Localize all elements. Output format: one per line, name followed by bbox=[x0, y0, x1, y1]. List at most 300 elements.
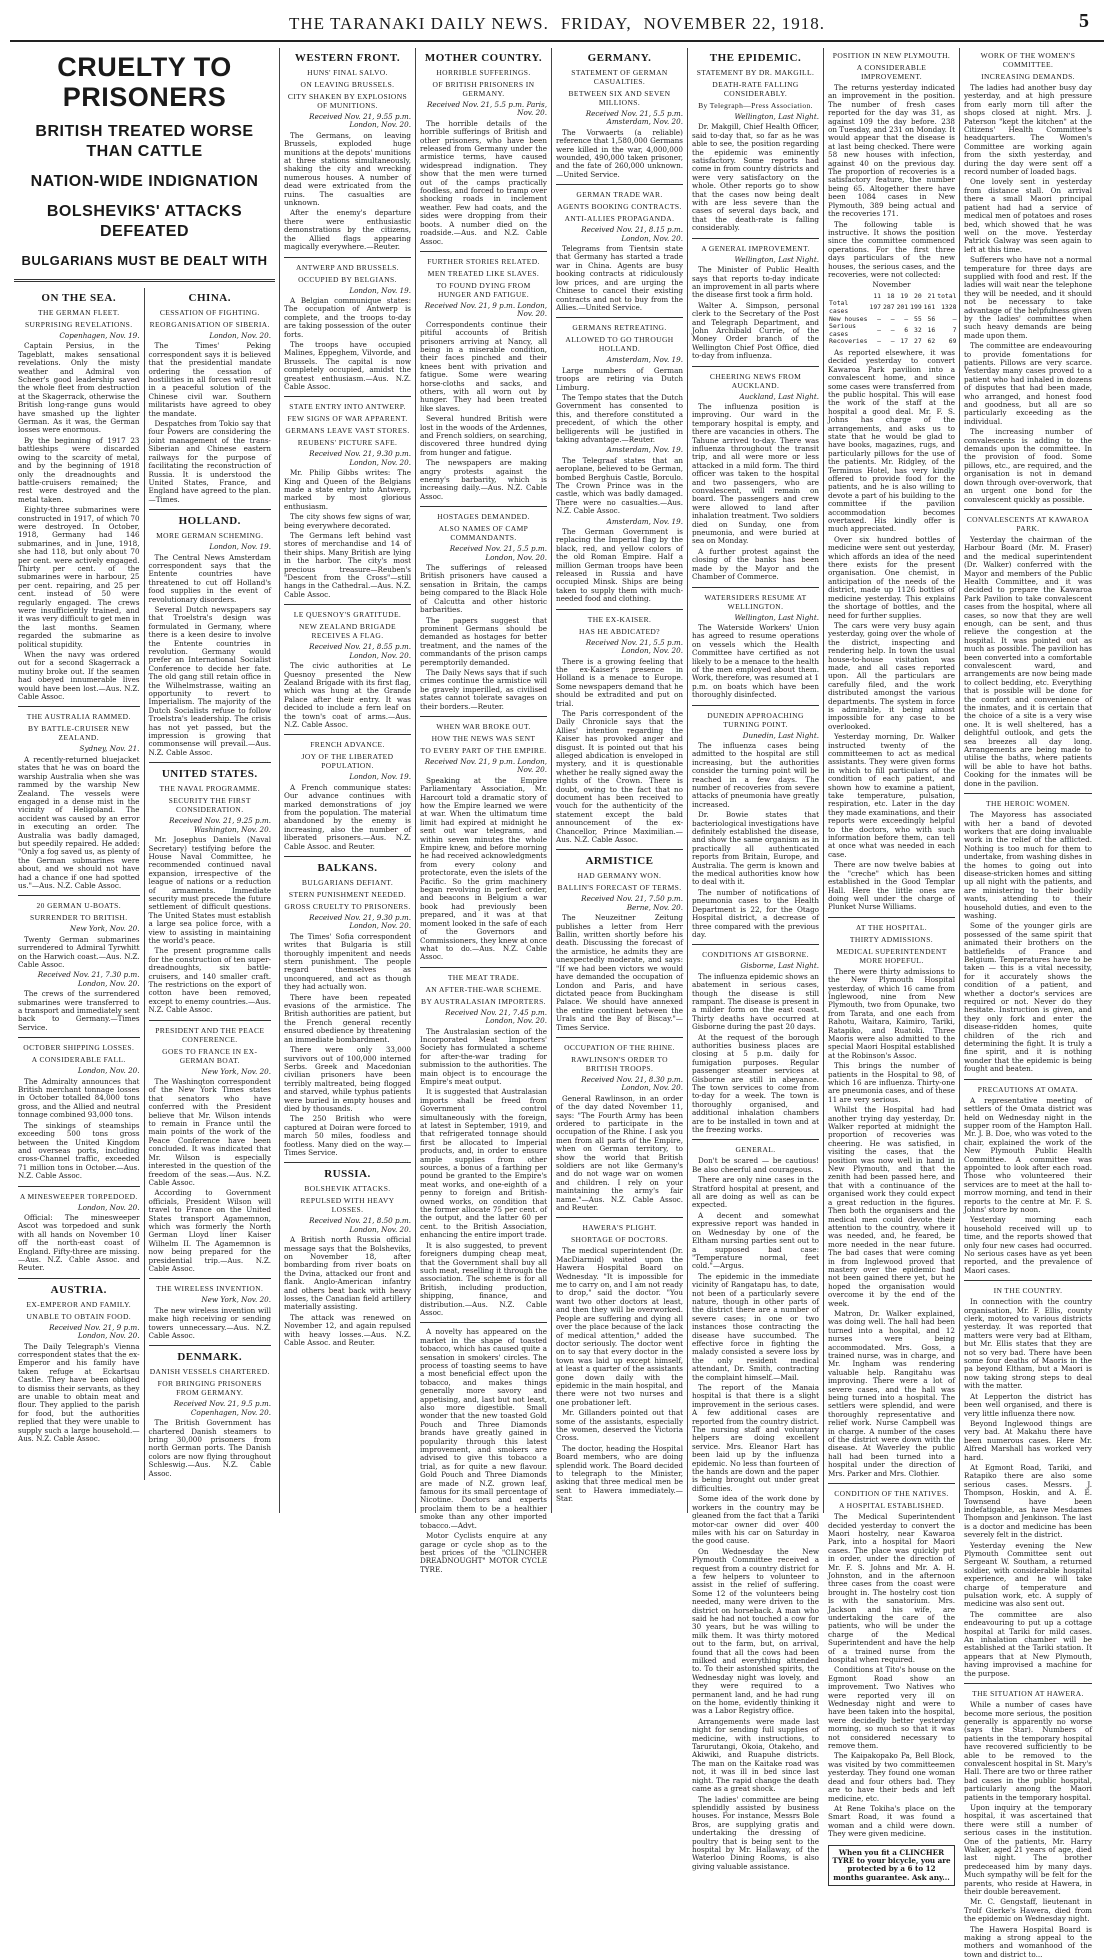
heading-medical-superintendent: MEDICAL SUPERINTENDENT MORE HOPEFUL. bbox=[836, 946, 947, 965]
heading-horrible: HORRIBLE SUFFERINGS. bbox=[436, 68, 531, 77]
divider bbox=[284, 257, 411, 258]
paragraph: The report of the Manaia hospital is that there is a slight improvement in the serious cases. A few additional cases are reported from the country district. The nursing staff and voluntary helpers are doing excellent service. Mrs. Eleanor Hart has been laid up by the influenza epidemic. No less than fourteen of the hands are down and the paper is being brought out under great difficulties. bbox=[692, 1383, 819, 1493]
dateline: Received Nov. 21, 9.5 p.m. Copenhagen, Nov. 20. bbox=[173, 1399, 271, 1417]
paragraph: As reported elsewhere, it was decided yesterday to convert Kawaroa Park pavilion into a convalescent home, and since some cases were transferred from the public hospital. This will ease the work of the staff at the hospital a good deal. Mr. F. S. Johns has charge of the arrangements, and asks us to state that he would be glad to have books, magazines, rugs, and particularly pillows for the use of the patients. Mr. Ridgley, of the Terminus Hotel, has very kindly offered to provide food for the patients, and he is also willing to devote a part of his building to the committee if the pavilion accommodation becomes overtaxed. His kindly offer is much appreciated. bbox=[828, 347, 955, 534]
paragraph: The 250 British who were captured at Doiran were forced to march 50 miles, foodless and footless. Many died on the way.—Times Service. bbox=[284, 1114, 411, 1157]
heading-german-fleet: THE GERMAN FLEET. bbox=[38, 308, 120, 317]
masthead-title: THE TARANAKI DAILY NEWS. bbox=[288, 14, 549, 33]
paragraph: The influenza epidemic shows an abatement in serious cases, though the disease is still rampant. The disease is present in a milder form on the east coast. Thirty deaths have occurred at Gisborne during the past 20 days. bbox=[692, 971, 819, 1032]
dateline: Copenhagen, Nov. 19. bbox=[59, 331, 140, 340]
table-cell: — bbox=[904, 314, 909, 323]
divider bbox=[964, 1683, 1092, 1684]
paragraph: There are only nine cases in the Stratford hospital at present, and all are doing as well as can be expected. bbox=[692, 1175, 819, 1210]
heading-wireless: THE WIRELESS INVENTION. bbox=[156, 1284, 264, 1294]
table-cell: 6 bbox=[904, 325, 909, 334]
heading-abdicated: HAS HE ABDICATED? bbox=[579, 626, 660, 636]
paragraph: The returns yesterday indicated an improvement in the position. The number of fresh cases reported for the day was 31, as against 109 the day before. 238 on Tuesday, and 231 on Monday. It would appear that the disease is at last being checked. There were 58 new houses with infection, against 40 on the previous day. The proportion of recoveries is a satisfactory feature, the number being 65. Altogether there have been 1084 cases in New Plymouth, 389 being actual and the recoveries 171. bbox=[828, 83, 955, 219]
paragraph: The Telegraaf states that an aeroplane, believed to be German, bombed Berghuis Castle, Borculo. The Crown Prince was in the castle, which was badly damaged. There were no casualties.—Aus. N.Z. Cable Assoc. bbox=[556, 455, 683, 516]
divider bbox=[964, 509, 1092, 510]
paragraph: The troops have occupied Malines, Eppeghem, Vilvorde, and Brussels. The capital is now completely occupied, amidst the greatest enthusiasm.—Aus. N.Z. Cable Assoc. bbox=[284, 339, 411, 391]
paragraph: Telegrams from Tientsin state that Germany has started a trade war in China. Agents are busy booking contracts at ridiculously low prices, and are urging the Chinese to cancel their existing contracts and not to buy from the Allies.—United Service. bbox=[556, 244, 683, 312]
advertisement-tobacco: A novelty has appeared on the market in the shape of toasted tobacco, which has caused quite a sensation in smokers' circles. The process of toasting seems to have a most beneficial effect upon the tobacco, and makes things generally more savory and appetising, and, last but not least, also more digestible. Small wonder that the new toasted Gold Pouch and Three Diamonds brands have greatly gained in popularity through this latest improvement, and smokers are advised to give this tobacco a trial, as for quite a new flavour. Gold Pouch and Three Diamonds are made of N.Z. grown leaf, famous for its small percentage of Nicotine. Doctors and experts proclaim them to be a healthier smoke than any other imported tobacco.—Advt. bbox=[420, 1327, 547, 1530]
paragraph: Yesterday the chairman of the Harbour Board (Mr. M. Fraser) and the medical superintendent (Dr. Walker) conferred with the Mayor and members of the Public Health Committee, and it was decided to prepare the Kawaroa Park Pavilion to take convalescent cases from the hospital, where all cases, so now that they are well enough, can be sent, and thus relieve the congestion at the hospital. It was pointed out as much as possible. The pavilion has been converted into a comfortable convalescent ward, and arrangements are now being made to collect bedding, etc. Everything that is possible will be done for the comfort and convenience of the inmates, and it is certain that the choice of a site is a very wise one. It is well sheltered, has a delightful outlook, and gets the sea breezes all day long. Arrangements are being made to utilise the baths, where patients will be able to have hot baths. Cooking for the inmates will be done in the pavilion. bbox=[964, 534, 1092, 788]
heading-how-news: HOW THE NEWS WAS SENT bbox=[431, 733, 536, 743]
paragraph: The Germans, on leaving Brussels, exploded huge munitions at the depots' munitions at three stations simultaneously, shaking the city and wrecking numerous houses. A number of dead were extricated from the ruins. The casualties are unknown. bbox=[284, 130, 411, 208]
advertisement-clincher-tyre: When you fit a CLINCHER TYRE to your bicycle, you are protected by a 6 to 12 months guarantee. Ask any... bbox=[828, 1845, 955, 1887]
paragraph: The following table is instructive. It shows the position since the committee commenced operations. For the first three days particulars of the new houses, the serious cases, and the recoveries, were not collected: bbox=[828, 219, 955, 279]
paragraph: Dr. Makgill, Chief Health Officer, said to-day that, so far as he was able to see, the position regarding the epidemic was eminently satisfactory. Some reports had come in from country districts and were very satisfactory on the whole. Other reports go to show that the cases now being dealt with are less severe than the cases of several days back, and that the death-rate is falling considerably. bbox=[692, 122, 819, 233]
heading-rawlinson: RAWLINSON'S ORDER TO BRITISH TROOPS. bbox=[571, 1054, 668, 1073]
dateline: Received Nov. 21, 8.50 p.m. London, Nov. 20. bbox=[309, 1216, 411, 1234]
paragraph: Yesterday evening the New Plymouth Committee sent out Sergeant W. Southam, a returned soldier, with considerable hospital experience, and he will take charge of temperature and pulsation work, etc. A supply of medicine was also sent out. bbox=[964, 1540, 1092, 1609]
paragraph: One lovely sent in yesterday from distance stall. On arrival there a small Maori principal patient had had a service of medical men of potatoes and roses bed, which showed that he was well on the move. Yesterday Patrick Galway was seen again to left at this time. bbox=[964, 177, 1092, 254]
heading-20-uboats: 20 GERMAN U-BOATS. bbox=[36, 901, 121, 911]
dateline: Received Nov. 21, 9 p.m. London, Nov. 20. bbox=[49, 1322, 140, 1341]
heading-cessation: CESSATION OF FIGHTING. bbox=[159, 308, 260, 317]
heading-naval-programme: THE NAVAL PROGRAMME. bbox=[159, 784, 261, 794]
paragraph: Dr. Bowie states that bacteriological investigations have definitely established the disease, and show the same organism as in practically all authenticated reports from Britain, Europe, and Australia. The germ is known and the medical authorities know how to deal with it. bbox=[692, 810, 819, 887]
dateline: Received Nov. 21, 9.25 p.m. Washington, Nov. 20. bbox=[169, 816, 271, 834]
heading-armistice: ARMISTICE bbox=[585, 855, 654, 868]
divider bbox=[149, 1345, 271, 1346]
heading-united-states: UNITED STATES. bbox=[161, 768, 258, 781]
masthead bbox=[10, 10, 1104, 42]
heading-more-scheming: MORE GERMAN SCHEMING. bbox=[156, 531, 264, 541]
table-header-cell: 18 bbox=[886, 291, 895, 300]
heading-bolshevik-attacks: BOLSHEVIK ATTACKS. bbox=[304, 1184, 391, 1194]
paragraph: After the enemy's departure there were enthusiastic demonstrations by the citizens, the Allied flags appearing magically everywhere.—Reuter. bbox=[284, 208, 411, 252]
heading-considerable-fall: A CONSIDERABLE FALL. bbox=[31, 1055, 126, 1065]
dateline: Received Nov. 21, 5.5 p.m. London, Nov. 20. bbox=[449, 544, 547, 562]
column-1-wide bbox=[10, 48, 280, 1513]
divider bbox=[284, 856, 411, 857]
heading-occupied: OCCUPIED BY BELGIANS. bbox=[298, 274, 397, 284]
paragraph: The papers suggest that prominent Germans should be demanded as hostages for better treatment, and the names of the commandants of the prison camps peremptorily demanded. bbox=[420, 615, 547, 667]
heading-danish-vessels: DANISH VESSELS CHARTERED. bbox=[149, 1367, 270, 1377]
heading-surprising: SURPRISING REVELATIONS. bbox=[24, 320, 133, 329]
divider bbox=[556, 1217, 683, 1218]
heading-surrender: SURRENDER TO BRITISH. bbox=[30, 913, 128, 923]
heading-ex-kaiser: THE EX-KAISER. bbox=[587, 614, 652, 624]
table-cell: 201 bbox=[896, 303, 909, 312]
paragraph: The German Government is replacing the Imperial flag by the black, red, and yellow colors of the old Roman Empire. Half a million German troops have been released in Russia and have occupied Minsk. Ships are being taken to supply them with much-needed food and clothing. bbox=[556, 527, 683, 604]
table-cell: — bbox=[890, 337, 895, 346]
heading-australia-rammed: THE AUSTRALIA RAMMED. bbox=[26, 712, 131, 722]
paragraph: Walter A. Simpson, personal clerk to the Secretary of the Post and Telegraph Department, and John Archibald Currie, of the Money Order branch of the Wellington Chief Post Office, died to-day from influenza. bbox=[692, 300, 819, 361]
paragraph: When the navy was ordered out for a second Skagerrack a mutiny broke out. If the seamen had obeyed innumerable lives would have been lost.—Aus. N.Z. Cable Assoc. bbox=[18, 650, 140, 702]
divider bbox=[420, 1322, 547, 1323]
paragraph: Beyond Inglewood things are very bad. At Makahu there have been numerous cases. Here Mr. Alfred Marshall has worked very hard. bbox=[964, 1418, 1092, 1462]
heading-stern: STERN PUNISHMENT NEEDED. bbox=[288, 890, 407, 899]
divider bbox=[692, 705, 819, 706]
banner-bulgarians: BULGARIANS MUST BE DEALT WITH bbox=[21, 253, 268, 268]
heading-trade-war: GERMAN TRADE WAR. bbox=[576, 190, 663, 200]
divider bbox=[284, 396, 411, 397]
heading-october-shipping: OCTOBER SHIPPING LOSSES. bbox=[23, 1043, 135, 1053]
table-header-cell: 21 bbox=[927, 291, 936, 300]
heading-hawera-situation: THE SITUATION AT HAWERA. bbox=[972, 1689, 1084, 1699]
heading-watersiders: WATERSIDERS RESUME AT WELLINGTON. bbox=[704, 592, 807, 611]
divider bbox=[964, 1280, 1092, 1281]
heading-agents: AGENTS BOOKING CONTRACTS. bbox=[557, 202, 682, 212]
heading-occupation-rhine: OCCUPATION OF THE RHINE. bbox=[564, 1042, 675, 1052]
heading-minesweeper: A MINESWEEPER TORPEDOED. bbox=[19, 1191, 138, 1201]
heading-epidemic: THE EPIDEMIC. bbox=[709, 52, 802, 64]
paragraph: The Neuzeitner Zeitung publishes a letter from Herr Ballin, written shortly before his death. Discussing the forecast of the armistice, he admits they are unexpectedly moderate, and says: "If we had been victors we would have demanded the occupation of London and Paris, and have dictated peace from Buckingham Palace. We should have annexed the entire continent between the Urals and the Bay of Biscay."—Times Service. bbox=[556, 913, 683, 1032]
paragraph: The number of notifications of pneumonia cases to the Health Department is 22, for the Otago Hospital district, a decrease of three compared with the previous day. bbox=[692, 887, 819, 939]
heading-hospital-established: A HOSPITAL ESTABLISHED. bbox=[838, 1501, 944, 1511]
heading-gisborne: CONDITIONS AT GISBORNE. bbox=[702, 950, 809, 960]
paragraph: This brings the number of patients in the Hospital to 98, of which 16 are influenza. Thirty-one are pneumonia cases, and of these 11 are very serious. bbox=[828, 1061, 955, 1104]
paragraph: The influenza position is improving. Our ward in the temporary hospital is empty, and there are vacancies in others. The Tahune arrived to-day. There was influenza throughout the transit trip, and all were more or less attacked in a mild form. The third officer was taken to the hospital and two passengers, who are convalescent, will remain on board. The passengers and crew were allowed to land after inhalation treatment. Two soldiers died on Sunday, one from pneumonia, and were buried at sea on Monday. bbox=[692, 401, 819, 546]
dateline: Sydney, Nov. 21. bbox=[79, 744, 140, 754]
paragraph: It is suggested that Australasian imports shall be freed from Government control simultaneously with the foreign, at latest in September, 1919, and that refrigerated tonnage should first be allocated to Imperial products, and, in order to ensure ample supplies from other sources, a bonus of a farthing per pound be granted to the Empire's meat works, and one-eighth of a penny to foreign and British-owned works, on condition that the former allocate 75 per cent. of the output, and the latter 60 per cent. to the British Association, enhancing the entire import trade. bbox=[420, 1087, 547, 1240]
paragraph: A representative meeting of settlers of the Omata district was held on Wednesday night in the supper room of the Hampton Hall. Mr. J. B. Doe, who was voted to the chair, explained the work of the New Plymouth Public Health Committee. A committee was appointed to look after each road. Those who volunteered their services are to meet at the hall to-morrow morning, and tend in their reports to the centre at Mr. F. S. Johns' store by noon. bbox=[964, 1095, 1092, 1214]
heading-huns-final: HUNS' FINAL SALVO. bbox=[307, 68, 388, 77]
masthead-date: NOVEMBER 22, 1918. bbox=[643, 14, 826, 33]
table-row bbox=[828, 323, 957, 338]
divider bbox=[692, 366, 819, 367]
paragraph: The influenza cases being admitted to the hospital are still increasing, but the authorities consider the turning point will be reached in a few days. The number of recoveries from severe attacks of pneumonia have greatly increased. bbox=[692, 740, 819, 809]
paragraph: In connection with the country organisation, Mr. F. Ellis, county clerk, motored to various districts yesterday. It was reported that matters were very bad at Eltham, but Mr. Ellis states that they are not so very bad. There have been some four deaths of Maoris in the pa beyond Eltham, but a Maori is now taking strong steps to deal with the matter. bbox=[964, 1297, 1092, 1391]
paragraph: The increasing number of convalescents is adding to the demands upon the committee. In the provision of food. Some pillows, etc., are required, and the organisation is not in demand down through over-overwork, that an urgent one bond for the convalescent quickly as possible. bbox=[964, 427, 1092, 504]
paragraph: Eighty-three submarines were constructed in 1917, of which 70 were destroyed. In October, 1918, Germany had 146 submarines, and in June, 1918, she had 118, but only about 70 per cent. were actively engaged. Thirty per cent. of the submarines were in harbour, 25 per cent. repairing, and 25 per cent. instead of 50 were regularly engaged. The crews were insufficiently trained, and it was very difficult to get men in the last months. Seamen regarded the submarine as political stupidity. bbox=[18, 505, 140, 649]
paragraph: The Tempo states that the Dutch Government has consented to this, and therefore constituted a precedent, of which the other belligerents will be justified in taking advantage.—Reuter. bbox=[556, 392, 683, 444]
heading-germans-leave: GERMANS LEAVE VAST STORES. bbox=[285, 426, 410, 436]
paragraph: Don't be scared — be cautious! Be also cheerful and courageous. bbox=[692, 1156, 819, 1174]
heading-convalescents: CONVALESCENTS AT KAWAROA PARK. bbox=[966, 514, 1090, 533]
heading-when-war: WHEN WAR BROKE OUT. bbox=[436, 721, 531, 731]
heading-casualties: STATEMENT OF GERMAN CASUALTIES. bbox=[571, 68, 668, 86]
divider bbox=[692, 238, 819, 239]
paragraph: There were thirty admissions to the New Plymouth Hospital yesterday, of which 16 came from Inglewood, nine from New Plymouth, two from Opunake, two from Tarata, and one each from Rahotu, Waitara, Kaimiro, Tariki, Ratapiko, and Ruatoki. Three Maoris were also admitted to the special Maori Hospital established at the Robinson's Assoc. bbox=[828, 966, 955, 1060]
paragraph: The Kaipakopako Pa, Bell Block, was visited by two committeemen yesterday. They found one woman dead and four others bad. They are to have their beds and left medicine, etc. bbox=[828, 1751, 955, 1803]
divider bbox=[692, 587, 819, 588]
dateline: New York, Nov. 20. bbox=[69, 924, 140, 934]
paragraph: Twenty German submarines surrendered to Admiral Tyrwhitt on the Harwich coast.—Aus. N.Z. Cable Assoc. bbox=[18, 934, 140, 969]
paragraph: The Daily News says that if such crimes continue the armistice will be gravely imperilled, as civilised states cannot tolerate savages on their borders.—Reuter. bbox=[420, 667, 547, 711]
table-cell: — bbox=[952, 314, 957, 323]
paragraph: At the request of the borough authorities business places are closing at 5 p.m. daily for fumigation purposes. Regular passenger steamer services at Gisborne are still in abeyance. The town services to come from to-day for a week. The town is thoroughly organised, and additional inhalation chambers are to be installed in town and at the freezing works. bbox=[692, 1032, 819, 1135]
table-row bbox=[828, 300, 957, 315]
heading-antwerp-brussels: ANTWERP AND BRUSSELS. bbox=[296, 262, 399, 272]
paragraph: There are now twelve babies at the "creche" which has been established in the Good Templar Hall. Here the little ones are doing well under the charge of Plunket Nurse Williams. bbox=[828, 860, 955, 912]
paragraph: General Rawlinson, in an order of the day dated November 11, says: "The Fourth Army has been ordered to participate in the occupation of the Rhine. I ask you men from all parts of the Empire, when on German territory, to show the world that British soldiers are not like Germany's and do not wage war on women and children. I rely on your maintaining the army's fair name."—Aus. N.Z. Cable Assoc. and Reuter. bbox=[556, 1093, 683, 1213]
divider bbox=[420, 967, 547, 968]
paragraph: The Minister of Public Health says that reports to-day indicate an improvement in all parts where the disease first took a firm hold. bbox=[692, 265, 819, 300]
table-cell: 197 bbox=[869, 303, 882, 312]
paragraph: At Lepperton the district has been well organised, and there is very little influenza there now. bbox=[964, 1391, 1092, 1418]
table-cell: Serious cases bbox=[829, 322, 856, 338]
dateline: Received Nov. 21, 9.30 p.m. London, Nov. 20. bbox=[309, 449, 411, 467]
paragraph: A decent and somewhat expressive report was handed in on Wednesday by one of the Eltham nursing parties sent out to a supposed bad case: "Temperature normal, feet cold."—Argus. bbox=[692, 1210, 819, 1271]
heading-every-part: TO EVERY PART OF THE EMPIRE. bbox=[420, 745, 547, 755]
heading-general-improvement: A GENERAL IMPROVEMENT. bbox=[701, 243, 810, 253]
dateline: Received Nov. 21, 5.5 p.m. Amsterdam, Nov. 20. bbox=[585, 109, 683, 127]
dateline: London, Nov. 20. bbox=[209, 331, 271, 340]
paragraph: The city shows few signs of war, being everywhere decorated. bbox=[284, 512, 411, 530]
column-1a bbox=[14, 288, 145, 1480]
paragraph: Mr. Philip Gibbs writes: The King and Queen of the Belgians made a state entry into Antwerp, marked by most glorious enthusiasm. bbox=[284, 468, 411, 511]
heading-retreating: GERMANS RETREATING. bbox=[572, 323, 667, 333]
column-3 bbox=[416, 48, 552, 1574]
heading-heroic-women: THE HEROIC WOMEN. bbox=[986, 799, 1070, 809]
paragraph: The doctor, heading the Hospital Board members, who are doing splendid work. The Board decided to telegraph to the Minister, asking that three medical men be sent to Hawera immediately.—Star. bbox=[556, 1443, 683, 1504]
heading-meat-trade: THE MEAT TRADE. bbox=[447, 972, 520, 982]
divider bbox=[828, 917, 955, 918]
paragraph: The Times' Peking correspondent says it is believed that the presidential mandate ordering the cessation of hostilities in all forces will result in a peaceful solution of the Chinese civil war. Southern militarists have agreed to obey the mandate. bbox=[148, 341, 271, 418]
heading-by-telegraph: By Telegraph—Press Association. bbox=[698, 101, 813, 110]
table-row bbox=[828, 338, 957, 346]
heading-repulsed: REPULSED WITH HEAVY LOSSES. bbox=[300, 1196, 395, 1215]
paragraph: The sinkings of steamships exceeding 500 tons gross between the United Kingdom and overseas ports, including cross-Channel traffic, exceeded 71 million tons in October.—Aus. N.Z. Cable Assoc. bbox=[18, 1120, 140, 1181]
table-cell: 1328 bbox=[941, 303, 957, 312]
paragraph: A British north Russia official message says that the Bolsheviks, on November 18, after bombarding from river boats on the Dvina, attacked our front and flank. Anglo-American infantry and others beat back with heavy losses, the Canadian field artillery materially assisting. bbox=[284, 1235, 411, 1312]
divider bbox=[692, 944, 819, 945]
divider bbox=[149, 1020, 271, 1021]
heading-general: GENERAL. bbox=[735, 1145, 776, 1155]
divider bbox=[18, 1186, 140, 1187]
table-cell: 287 bbox=[883, 303, 895, 312]
table-cell: 69 bbox=[948, 337, 957, 346]
column-7 bbox=[960, 48, 1096, 1959]
heading-men-slaves: MEN TREATED LIKE SLAVES. bbox=[427, 268, 540, 278]
paragraph: The Medical Superintendent decided yesterday to convert the Maori hostelry, near Kawaroa Park, into a hospital for Maori cases. The place was quickly put in order, under the direction of Mr. F. S. Johns and Mr. A. H. Johnston, and in the afternoon three cases from the coast were brought in. The hostelry cost tion is with the sanatorium. Mrs. Jackson and his wife, are undertaking the care of the patients, who will be under the charge of the Medical Superintendent and have the help of a trained nurse from the hospital when required. bbox=[828, 1512, 955, 1664]
divider bbox=[420, 251, 547, 252]
columns bbox=[10, 48, 1104, 1959]
dateline: Received Nov. 21, 7.30 p.m. London, Nov. 20. bbox=[37, 970, 140, 988]
paragraph: There have been repeated evasions of the armistice. The British authorities are patient, but the French general recently ensured obedience by threatening an immediate bombardment. bbox=[284, 992, 411, 1044]
table-cell: 199 bbox=[910, 303, 922, 312]
paragraph: The Daily Telegraph's Vienna correspondent states that the ex-Emperor and his family have taken refuge at Eckartsau Castle. They have been obliged to dismiss their servants, as they are unable to obtain meat and flour. They applied to the parish for food, but the authorities replied that they were unable to supply such a large household.—Aus. N.Z. Cable Assoc. bbox=[18, 1341, 140, 1444]
heading-womens-committee: WORK OF THE WOMEN'S COMMITTEE. bbox=[980, 51, 1076, 69]
paragraph: The ladies' committee are being splendidly assisted by business houses. For instance, Messrs Bole Bros, are supplying gratis and undertaking the dressing of poultry that is being sent to the hospital by Mr. Hallaway, of the Waterloo Dining Rooms, is also giving valuable assistance. bbox=[692, 1794, 819, 1871]
heading-balkans: BALKANS. bbox=[317, 862, 378, 874]
paragraph: Mr. Josephus Daniels (Naval Secretary) testifying before the House Naval Committee, he recommended continued naval expansion, irrespective of the league of nations or a reduction of armaments. Immediate security must precede the future settlement of difficult questions. The United States must establish a large sea police force, with a view to assisting in maintaining the world's peace. bbox=[148, 835, 271, 945]
dateline: London, Nov. 19. bbox=[349, 772, 411, 782]
paragraph: Whilst the Hospital had had another trying day yesterday, Dr. Walker reported at midnight the proportion of recoveries was cheering. He was satisfied, in visiting the cases, that the position was now well in hand in New Plymouth, and that the zenith had been passed here, and that with a continuance of the organised work they could expect a great reduction in the figures. Then both the organisers and the medical men could devote their attention to the country, where it was needed, and, he feared, be more needed in the near future. The bad cases that were coming in from Inglewood proved that mastery over the epidemic had not been gained there yet, but he hoped the organisation would overcome it by the end of the week. bbox=[828, 1105, 955, 1308]
divider bbox=[149, 509, 271, 510]
dateline: London, Nov. 20. bbox=[77, 1066, 140, 1076]
dateline: Amsterdam, Nov. 19. bbox=[606, 445, 683, 455]
dateline: Received Nov. 21, 5.5 p.m. London, Nov. 20. bbox=[585, 637, 683, 656]
paragraph: A recently-returned bluejacket states that he was on board the warship Australia when she was rammed by the warship New Zealand. The vessels were engaged in a dense mist in the vicinity of Heligoland. The accident was caused by an error in executing an order. The Australia was badly damaged, but speedily repaired. He added: "Only a fog saved us, as plenty of the German submarines were about, and we should not have had a chance if one had spotted us."—Aus. N.Z. Cable Assoc. bbox=[18, 754, 140, 890]
paragraph: Several hundred British were lost in the woods of the Ardennes, and French soldiers, on searching, discovered three hundred dying from hunger and fatigue. bbox=[420, 414, 547, 457]
paragraph: Yesterday morning, Dr. Walker instructed twenty of the committeemen to act as medical assistants. They were given forms in which to fill particulars of the condition of each patient, and shown how to examine a patient, take temperature, pulsation, respiration, etc. Later in the day they made examinations, and their reports were exceedingly helpful to the doctors, who with such information before them, can tell at once what was needed in each case. bbox=[828, 732, 955, 859]
heading-reorganisation: REORGANISATION OF SIBERIA. bbox=[149, 320, 270, 329]
heading-gross-cruelty: GROSS CRUELTY TO PRISONERS. bbox=[284, 902, 411, 911]
divider bbox=[964, 1079, 1092, 1080]
paragraph: Matron, Dr. Walker explained, was doing well. The hall had been turned into a hospital, and 12 nurses were being accommodated. Mrs. Goss, a trained nurse, was in charge, and Mr. Ingham was rendering valuable help. Rangitahu was improving. There were a lot of severe cases, and the hall was being turned into a hospital. The settlers were splendid, and were thoroughly representative and relief work. Nurse Campbell was in charge. A number of the cases of the district were down with the disease. At Waverley the public hall had been turned into a hospital under the direction of Mrs. Parker and Mrs. Clothier. bbox=[828, 1308, 955, 1478]
cases-table bbox=[828, 293, 957, 346]
column-1b bbox=[145, 288, 275, 1480]
table-cell: — bbox=[890, 314, 895, 323]
heading-holland: HOLLAND. bbox=[178, 515, 241, 528]
heading-after-war: AN AFTER-THE-WAR SCHEME. bbox=[425, 984, 542, 994]
paragraph: The medical superintendent (Dr. MacDiarmid) waited upon the Hawera Hospital Board on Wednesday. "It is impossible for me to carry on, and I am not ready to drop," said the doctor. "You want two other doctors at least, and then they will be overworked. People are suffering and dying all over the place because of the lack of medical attention," added the doctor seriously. The doctor went on to say that every doctor in the town was laid up except himself, at least a quarter of the assistants gone down daily with the epidemic in the main hospital, and there were not two nurses and one probationer left. bbox=[556, 1246, 683, 1407]
dateline: New York, Nov. 20. bbox=[201, 1066, 271, 1076]
paragraph: The Admiralty announces that British merchant tonnage losses in October totalled 84,000 tons gross, and the Allied and neutral tonnage combined 93,000 tons. bbox=[18, 1076, 140, 1120]
heading-joy: JOY OF THE LIBERATED POPULATION. bbox=[301, 752, 394, 771]
heading-bulgarians-defiant: BULGARIANS DEFIANT. bbox=[301, 878, 394, 887]
table-cell: Total cases bbox=[829, 299, 849, 315]
heading-state-entry: STATE ENTRY INTO ANTWERP. bbox=[289, 402, 406, 412]
dateline: Wellington, Last Night. bbox=[734, 254, 819, 264]
paragraph: The newspapers are making angry protests against the enemy's barbarity, which is increasing daily.—Aus. N.Z. Cable Assoc. bbox=[420, 458, 547, 501]
paragraph: The British Government has chartered Danish steamers to bring 30,000 prisoners from north German ports. The Danish colors are now flying throughout Schleswig.—Aus. N.Z. Cable Assoc. bbox=[148, 1418, 271, 1478]
heading-for-bringing: FOR BRINGING PRISONERS FROM GERMANY. bbox=[157, 1379, 262, 1398]
paragraph: The horrible details of the horrible sufferings of British and other prisoners, who have been released from Germany under the armistice terms, have caused widespread indignation. They show that the men were turned out of the camps practically foodless, and forced to tramp over shocking roads in inclement weather. Few had coats, and the sides were dropping from their boots. A number died on the roadside.—Aus. and N.Z. Cable Assoc. bbox=[420, 118, 547, 246]
heading-found-dying: TO FOUND DYING FROM HUNGER AND FATIGUE. bbox=[436, 280, 531, 299]
dateline: Wellington, Last Night. bbox=[734, 612, 819, 622]
heading-shortage-doctors: SHORTAGE OF DOCTORS. bbox=[570, 1235, 669, 1245]
banner-bolsheviks: BOLSHEVIKS' ATTACKS DEFEATED bbox=[46, 203, 243, 240]
heading-ballins-forecast: BALLIN'S FORECAST OF TERMS. bbox=[557, 883, 682, 893]
paragraph: The new wireless invention will make high receiving or sending towers unnecessary.—Aus. N.Z. Cable Assoc. bbox=[148, 1305, 271, 1340]
heading-natives: CONDITION OF THE NATIVES. bbox=[834, 1489, 949, 1499]
dateline: Received Nov. 21, 9 p.m. London, Nov. 20. bbox=[424, 756, 547, 775]
heading-six-seven: BETWEEN SIX AND SEVEN MILLIONS. bbox=[568, 89, 671, 107]
paragraph: The cars were very busy again yesterday, going over the whole of the district, inspecting and rendering help. In town the usual house-to-house visitation was made, and all cases reported upon. All the particulars are carefully filed, and the work distributed amongst the various departments. The system in force is admirable, it being almost impossible for any case to be overlooked. bbox=[828, 620, 955, 731]
dateline: London, Nov. 20. bbox=[77, 1202, 140, 1212]
heading-allowed-holland: ALLOWED TO GO THROUGH HOLLAND. bbox=[565, 335, 674, 354]
advertisement-clincher: Motor Cyclists enquire at any garage or cycle shop as to the best prices of the "CLINCHER DREADNOUGHT" MOTOR CYCLE TYRE. bbox=[420, 1531, 547, 1574]
dateline: Received Nov. 21, 5.5 p.m. Paris, Nov. 20. bbox=[426, 100, 547, 118]
heading-security: SECURITY THE FIRST CONSIDERATION. bbox=[168, 796, 251, 815]
divider bbox=[420, 506, 547, 507]
heading-germany: GERMANY. bbox=[587, 52, 652, 64]
column-6 bbox=[824, 48, 960, 1882]
heading-reubens: REUBENS' PICTURE SAFE. bbox=[297, 438, 398, 448]
heading-british-prisoners: OF BRITISH PRISONERS IN GERMANY. bbox=[432, 80, 535, 98]
paragraph: Over six hundred bottles of medicine were sent out yesterday, which affords an idea of the need there exists for the present organisation. One chemist, in anticipation of the needs of the district, made up 1126 bottles of medicine yesterday. This explains the shortage of bottles, and the need for further supplies. bbox=[828, 534, 955, 620]
heading-mother-country: MOTHER COUNTRY. bbox=[424, 52, 543, 64]
banner-british-treated: BRITISH TREATED WORSE THAN CATTLE bbox=[35, 123, 254, 160]
dateline: Received Nov. 21, 8.55 p.m. London, Nov. 20. bbox=[309, 642, 411, 660]
paragraph: Large numbers of German troops are retiring via Dutch Limburg. bbox=[556, 365, 683, 392]
paragraph: It is also suggested, to prevent foreigners dumping cheap meat, that the Government shall buy all such meat, reselling it through the association. The scheme is for all British, including production, shipping, finance, and distribution.—Aus. N.Z. Cable Assoc. bbox=[420, 1240, 547, 1317]
paragraph: A further protest against the closing of the banks has been made by the Mayor and the Chamber of Commerce. bbox=[692, 546, 819, 582]
paragraph: The committee are also endeavouring to put up a cottage hospital at Tariki for mild cases. An inhalation chamber will be established at the Tariki station. It appears that at New Plymouth, having improvised a machine for the purpose. bbox=[964, 1609, 1092, 1678]
paragraph: Mr. C. Gengstaff, lieutenant in Trolf Gierke's Hawera, died from the epidemic on Wednesday night. bbox=[964, 1897, 1092, 1924]
heading-russia: RUSSIA. bbox=[324, 1168, 371, 1181]
paragraph: Despatches from Tokio say that four Powers are considering the joint management of the trans-Siberian and Chinese eastern railways for the purpose of facilitating the reconstruction of Russia. It is understood the United States, France, and England have agreed to the plan.—Times. bbox=[148, 419, 271, 504]
divider bbox=[18, 895, 140, 896]
heading-position-np: POSITION IN NEW PLYMOUTH. bbox=[832, 51, 951, 60]
heading-leaving-brussels: ON LEAVING BRUSSELS. bbox=[300, 80, 395, 89]
table-cell: 32 bbox=[913, 325, 922, 334]
dateline: Gisborne, Last Night. bbox=[740, 961, 819, 971]
divider bbox=[964, 793, 1092, 794]
dateline: Wellington, Last Night. bbox=[734, 112, 819, 121]
heading-few-signs: FEW SIGNS OF WAR APPARENT. bbox=[287, 414, 408, 424]
paragraph: The civic authorities at Le Quesnoy presented the New Zealand Brigade with its first flag, which was hung at the Grande Palace after their entry. It was decided to include a fern leaf on the town's coat of arms.—Aus. N.Z. Cable Assoc. bbox=[284, 661, 411, 729]
paragraph: The crews of the surrendered submarines were transferred to a transport and immediately sent back to Germany.—Times Service. bbox=[18, 989, 140, 1032]
heading-french-advance: FRENCH ADVANCE. bbox=[310, 740, 385, 750]
divider bbox=[556, 1037, 683, 1038]
dateline: Auckland, Last Night. bbox=[739, 391, 819, 401]
heading-precautions-omata: PRECAUTIONS AT OMATA. bbox=[977, 1084, 1079, 1094]
paragraph: Official: The minesweeper Ascot was torpedoed and sunk with all hands on November 10 off the north-east coast of England. Fifty-three are missing.—Aus. N.Z. Cable Assoc. and Reuter. bbox=[18, 1212, 140, 1273]
paragraph: The epidemic in the immediate vicinity of Rangatapu has, to date, not been of a particularly severe nature, though in other parts of the district there are a number of severe cases; in one or two instances those contracting the disease have succumbed. The effective force in fighting the malady consisted a severe loss by the only resident medical attendant, Dr. Smith, contracting the complaint himself.—Mail. bbox=[692, 1271, 819, 1382]
heading-haweras-plight: HAWERA'S PLIGHT. bbox=[582, 1223, 657, 1233]
divider bbox=[18, 1278, 140, 1279]
table-cell: New houses bbox=[829, 314, 868, 323]
divider bbox=[284, 734, 411, 735]
dateline: New York, Nov. 20. bbox=[201, 1295, 271, 1305]
divider bbox=[556, 609, 683, 610]
paragraph: The Washington correspondent of the New York Times states that senators who have conferred with the President believe that Mr. Wilson intends to remain in France until the main points of the work of the Peace Conference have been concluded. It was indicated that Mr. Wilson is especially interested in the question of the freedom of the seas.—Aus. N.Z. Cable Assoc. bbox=[148, 1077, 271, 1187]
paragraph: On Wednesday the New Plymouth Committee received a request from a country district for a few helpers to volunteer to assist in the relief of suffering. Some 12 of the volunteers being needed, many were driven to the district on horseback. A man who said he had not touched a cow for 30 years, but he was willing to milk them. It was thirty motored out to the farm, but, on arrival, found that all the cows had been milked and everything attended to. To their astonished spirits, the Wednesday night was lovely, and they were required to a permanent land, and he had rung on the home, evidently thinking it was a Labor Registry office. bbox=[692, 1546, 819, 1716]
paragraph: Some idea of the work done by workers in the country may be gleaned from the fact that a Tariki motor-car owner did over 400 miles with his car on Saturday in the good cause. bbox=[692, 1494, 819, 1546]
table-cell: 27 bbox=[913, 337, 922, 346]
dateline: Received Nov. 21, 7.45 p.m. London, Nov. 20. bbox=[445, 1007, 547, 1026]
paragraph: The Germans left behind vast stores of merchandise and 14 of their ships. Many British are lying in the harbor. The city's most precious treasure—Reuben's "Descent from the Cross"—still hangs in the Cathedral.—Aus. N.Z. Cable Assoc. bbox=[284, 531, 411, 599]
table-cell: — bbox=[877, 325, 882, 334]
table-cell: 55 bbox=[913, 314, 922, 323]
heading-statement-makgill: STATEMENT BY DR. MAKGILL. bbox=[696, 68, 815, 77]
dateline: Received Nov. 21, 9 p.m. London, Nov. 20. bbox=[424, 300, 547, 319]
table-caption: November bbox=[872, 280, 911, 290]
divider bbox=[149, 1278, 271, 1279]
table-cell: 62 bbox=[927, 337, 936, 346]
heading-on-the-sea: ON THE SEA. bbox=[41, 292, 117, 304]
heading-by-importers: BY AUSTRALASIAN IMPORTERS. bbox=[421, 996, 546, 1006]
divider bbox=[284, 604, 411, 605]
table-cell: 7 bbox=[952, 325, 957, 334]
divider bbox=[692, 1139, 819, 1140]
paragraph: While a number of cases have become more serious, the position generally is apparently no worse (says the Star). Numbers of patients in the temporary hospital have recovered sufficiently to be able to be removed to the convalescent hospital in St. Mary's Hall. There are two or three rather bad cases in the public hospital, particularly among the Maori patients in the temporary hospital. bbox=[964, 1700, 1093, 1802]
masthead-day: FRIDAY, bbox=[560, 14, 632, 33]
paragraph: There were only 33,000 survivors out of 100,000 interned Serbs. Greek and Macedonian civilian prisoners have been terribly maltreated, being flogged and starved, while typhus patients were buried in empty houses and died by thousands. bbox=[284, 1045, 411, 1113]
paragraph: The Hawera Hospital Board is making a strong appeal to the mothers and womanhood of the town and district to... bbox=[964, 1924, 1092, 1959]
paragraph: Some of the younger girls are possessed of the same spirit that animated their brothers on the battlefields of France and Belgium. Temperatures have to be taken — this is a vital necessity, for it accurately shows the condition of a patient, and whether a doctor's services are required or not. Never do they hesitate. Instruction is given, and they only fork and enter the disease-ridden homes, quite children of the rich and determining the fight. It is truly a fine spirit, and it is nothing wonder that the epidemic is being fought and beaten. bbox=[964, 921, 1092, 1074]
divider bbox=[18, 1037, 140, 1038]
dateline: Received Nov. 21, 9.55 p.m. London, Nov. 20. bbox=[309, 112, 411, 130]
heading-camp-names: ALSO NAMES OF CAMP COMMANDANTS. bbox=[438, 524, 529, 543]
heading-had-germany-won: HAD GERMANY WON. bbox=[577, 871, 662, 881]
paragraph: At Rene Tokiha's place on the Smart Road, it was found a woman and a child were down. They were given medicine. bbox=[828, 1803, 955, 1839]
heading-by-battle-cruiser: BY BATTLE-CRUISER NEW ZEALAND. bbox=[28, 724, 130, 743]
heading-ex-emperor: EX-EMPEROR AND FAMILY. bbox=[26, 1299, 132, 1309]
paragraph: Speaking at the Empire Parliamentary Association, Mr. Harcourt told a dramatic story of how the Empire learned we were at war. When the ultimatum time limit had expired at midnight he sent out war telegrams, and within seven minutes the whole Empire knew, and before morning he had received acknowledgments from every colony and protectorate, even the islets of the Pacific. So the grim machinery began revolving in perfect order, and beacons in Belgium a war book had previously been prepared, and it was at that moment looked in the safe of each of the Governors and Commissioners, they knew at once what to do.—Aus. N.Z. Cable Assoc. bbox=[420, 775, 547, 962]
paragraph: The committee are endeavouring to provide fomentations for patients. Pillows are very scarce. Yesterday many cases proved to a patient who had inhaled in dozens of disputes that had been made, who arranged, and honest food and goodness, but all are so particularly exceeding as the individual. bbox=[964, 341, 1092, 426]
paragraph: The Times' Sofia correspondent writes that Bulgaria is still thoroughly impenitent and needs stern punishment. The people regard themselves as unconquered, and act as though they had actually won. bbox=[284, 931, 411, 992]
paragraph: The Vorwaerts (a reliable) reference that 1,580,000 Germans were killed in the war, 4,000,000 wounded, 490,000 taken prisoner, and the fate of 260,000 unknown.—United Service. bbox=[556, 127, 683, 179]
table-header-cell: 19 bbox=[900, 291, 909, 300]
paragraph: The present programme calls for the construction of ten super-dreadnoughts, six battle-cruisers, and 140 smaller craft. The restrictions on the export of cotton have been removed, except to enemy countries.—Aus. N.Z. Cable Assoc. bbox=[148, 946, 271, 1015]
table-cell: 161 bbox=[923, 303, 936, 312]
paragraph: A French communique states: Our advance continues with marked demonstrations of joy from the population. The material abandoned by the enemy is increasing, also the number of liberated prisoners.—Aus. N.Z. Cable Assoc. and Reuter. bbox=[284, 782, 411, 851]
dateline: Received Nov. 21, 8.15 p.m. London, Nov. 20. bbox=[581, 225, 683, 243]
dateline: London, Nov. 19. bbox=[349, 285, 411, 295]
table-cell: — bbox=[890, 325, 895, 334]
divider bbox=[556, 184, 683, 185]
paragraph: The attack was renewed on November 12, and again repulsed with heavy losses.—Aus. N.Z. Cable Assoc. and Reuter. bbox=[284, 1312, 411, 1348]
heading-considerable-improvement: A CONSIDERABLE IMPROVEMENT. bbox=[856, 63, 927, 81]
divider bbox=[828, 1483, 955, 1484]
heading-nz-brigade: NEW ZEALAND BRIGADE RECEIVES A FLAG. bbox=[298, 622, 397, 641]
table-header-cell: total bbox=[937, 291, 957, 300]
table-cell: 16 bbox=[927, 325, 936, 334]
heading-thirty-admissions: THIRTY ADMISSIONS. bbox=[849, 934, 934, 944]
paragraph: There is a growing feeling that the ex-Kaiser's presence in Holland is a menace to Europe. Some newspapers demand that he should be extradited and put on trial. bbox=[556, 656, 683, 708]
divider bbox=[18, 706, 140, 707]
heading-in-country: IN THE COUNTRY. bbox=[993, 1286, 1063, 1296]
divider bbox=[556, 317, 683, 318]
table-cell: Recoveries bbox=[829, 337, 868, 346]
paragraph: The Paris correspondent of the Daily Chronicle says that the Allies' intention regarding the Kaiser has provoked anger and disgust. It is pointed out that his alleged abdication is enveloped in mystery, and it is questionable whether he really signed away the rights of the Crown. There is doubt, owing to the fact that no document has been received to vouch for the authenticity of the statement except the bald announcement of the ex-Chancellor, Prince Maximilian.—Aus. N.Z. Cable Assoc. bbox=[556, 708, 683, 845]
